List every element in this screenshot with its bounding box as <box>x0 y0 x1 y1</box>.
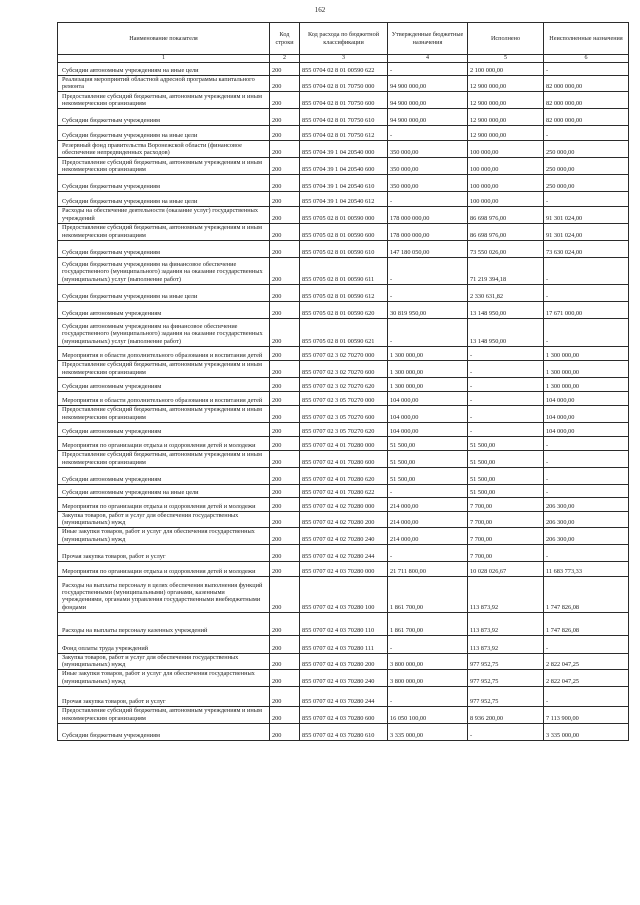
line-code-cell: 200 <box>270 653 300 669</box>
expense-code-cell: 855 0707 02 4 03 70280 100 <box>300 576 388 612</box>
indicator-name-cell: Субсидии автономным учреждениям <box>58 467 270 484</box>
expense-code-cell: 855 0707 02 4 02 70280 240 <box>300 528 388 544</box>
line-code-cell: 200 <box>270 318 300 346</box>
expense-code-cell: 855 0705 02 8 01 00590 610 <box>300 240 388 257</box>
executed-amount-cell: 8 936 200,00 <box>468 706 544 723</box>
expense-code-cell: 855 0707 02 4 03 70280 610 <box>300 723 388 740</box>
table-row <box>58 497 629 511</box>
indicator-name-cell: Субсидии автономным учреждениям на финансовое обеспечение государственного (муниципального) задания на оказание государственных (муниципальных) услуг (выполнение работ) <box>58 318 270 346</box>
column-number: 3 <box>300 55 388 63</box>
line-code-cell: 200 <box>270 141 300 158</box>
line-code-cell: 200 <box>270 257 300 284</box>
executed-amount-cell: 7 700,00 <box>468 544 544 561</box>
expense-code-cell: 855 0707 02 3 02 70270 620 <box>300 377 388 391</box>
unexecuted-amount-cell: - <box>544 284 629 301</box>
approved-amount-cell: 1 300 000,00 <box>388 346 468 360</box>
table-row <box>58 141 629 158</box>
line-code-cell: 200 <box>270 422 300 436</box>
table-row <box>58 360 629 377</box>
approved-amount-cell: 94 900 000,00 <box>388 76 468 92</box>
indicator-name-cell: Предоставление субсидий бюджетным, автономным учреждениям и иным некоммерческим организациям <box>58 223 270 240</box>
expense-code-cell: 855 0705 02 8 01 00590 621 <box>300 318 388 346</box>
table-row <box>58 284 629 301</box>
line-code-cell: 200 <box>270 240 300 257</box>
table-row <box>58 405 629 422</box>
expense-code-cell: 855 0707 02 3 05 70270 000 <box>300 391 388 405</box>
line-code-cell: 200 <box>270 635 300 653</box>
approved-amount-cell: - <box>388 686 468 706</box>
unexecuted-amount-cell: - <box>544 126 629 141</box>
executed-amount-cell: 51 500,00 <box>468 436 544 450</box>
unexecuted-amount-cell: 250 000,00 <box>544 158 629 175</box>
indicator-name-cell: Субсидии бюджетным учреждениям на иные цели <box>58 284 270 301</box>
table-row <box>58 175 629 192</box>
expense-code-cell: 855 0704 02 8 01 70750 000 <box>300 76 388 92</box>
indicator-name-cell: Прочая закупка товаров, работ и услуг <box>58 686 270 706</box>
line-code-cell: 200 <box>270 284 300 301</box>
approved-amount-cell: - <box>388 318 468 346</box>
unexecuted-amount-cell: 82 000 000,00 <box>544 92 629 109</box>
executed-amount-cell: 12 900 000,00 <box>468 92 544 109</box>
unexecuted-amount-cell: - <box>544 635 629 653</box>
expense-code-cell: 855 0707 02 3 05 70270 600 <box>300 405 388 422</box>
line-code-cell: 200 <box>270 436 300 450</box>
table-row <box>58 346 629 360</box>
executed-amount-cell: - <box>468 360 544 377</box>
line-code-cell: 200 <box>270 528 300 544</box>
indicator-name-cell: Субсидии бюджетным учреждениям <box>58 175 270 192</box>
table-row <box>58 109 629 126</box>
executed-amount-cell: 73 550 026,00 <box>468 240 544 257</box>
line-code-cell: 200 <box>270 63 300 76</box>
indicator-name-cell: Фонд оплаты труда учреждений <box>58 635 270 653</box>
expense-code-cell: 855 0707 02 4 02 70280 000 <box>300 497 388 511</box>
approved-amount-cell: 51 500,00 <box>388 450 468 467</box>
unexecuted-amount-cell: - <box>544 63 629 76</box>
line-code-cell: 200 <box>270 158 300 175</box>
table-row <box>58 318 629 346</box>
executed-amount-cell: 12 900 000,00 <box>468 109 544 126</box>
approved-amount-cell: 30 819 950,00 <box>388 301 468 318</box>
indicator-name-cell: Предоставление субсидий бюджетным, автономным учреждениям и иным некоммерческим организациям <box>58 450 270 467</box>
approved-amount-cell: 51 500,00 <box>388 436 468 450</box>
executed-amount-cell: - <box>468 346 544 360</box>
header-line-code: Код строки <box>270 23 300 55</box>
table-row <box>58 723 629 740</box>
expense-code-cell: 855 0707 02 4 02 70280 244 <box>300 544 388 561</box>
executed-amount-cell: 100 000,00 <box>468 192 544 207</box>
column-number: 2 <box>270 55 300 63</box>
table-row <box>58 706 629 723</box>
indicator-name-cell: Мероприятия по организации отдыха и оздоровления детей и молодежи <box>58 561 270 576</box>
indicator-name-cell: Субсидии бюджетным учреждениям <box>58 109 270 126</box>
expense-code-cell: 855 0704 02 8 01 70750 612 <box>300 126 388 141</box>
table-row <box>58 635 629 653</box>
table-row <box>58 207 629 223</box>
header-approved: Утвержденные бюджетные назначения <box>388 23 468 55</box>
line-code-cell: 200 <box>270 723 300 740</box>
expense-code-cell: 855 0704 39 1 04 20540 000 <box>300 141 388 158</box>
indicator-name-cell: Субсидии автономным учреждениям <box>58 422 270 436</box>
line-code-cell: 200 <box>270 92 300 109</box>
executed-amount-cell: 10 028 026,67 <box>468 561 544 576</box>
expense-code-cell: 855 0707 02 4 03 70280 110 <box>300 612 388 635</box>
unexecuted-amount-cell: 1 747 826,08 <box>544 612 629 635</box>
indicator-name-cell: Субсидии автономным учреждениям <box>58 301 270 318</box>
approved-amount-cell: 350 000,00 <box>388 141 468 158</box>
expense-code-cell: 855 0707 02 3 05 70270 620 <box>300 422 388 436</box>
executed-amount-cell: 113 873,92 <box>468 576 544 612</box>
expense-code-cell: 855 0704 39 1 04 20540 600 <box>300 158 388 175</box>
indicator-name-cell: Субсидии бюджетным учреждениям <box>58 723 270 740</box>
approved-amount-cell: 51 500,00 <box>388 467 468 484</box>
expense-code-cell: 855 0705 02 8 01 00590 600 <box>300 223 388 240</box>
indicator-name-cell: Расходы на выплаты персоналу в целях обеспечения выполнения функций государственными (муниципальными) органами, казенными учреждениями, органами управления государственными внебюджетными фондами <box>58 576 270 612</box>
expense-code-cell: 855 0704 39 1 04 20540 612 <box>300 192 388 207</box>
indicator-name-cell: Закупка товаров, работ и услуг для обеспечения государственных (муниципальных) нужд <box>58 511 270 527</box>
executed-amount-cell: - <box>468 422 544 436</box>
approved-amount-cell: 350 000,00 <box>388 158 468 175</box>
executed-amount-cell: 2 330 631,82 <box>468 284 544 301</box>
unexecuted-amount-cell: 3 335 000,00 <box>544 723 629 740</box>
executed-amount-cell: - <box>468 723 544 740</box>
table-row <box>58 240 629 257</box>
unexecuted-amount-cell: 17 671 000,00 <box>544 301 629 318</box>
table-row <box>58 422 629 436</box>
indicator-name-cell: Мероприятия по организации отдыха и оздоровления детей и молодежи <box>58 436 270 450</box>
expense-code-cell: 855 0707 02 4 02 70280 200 <box>300 511 388 527</box>
approved-amount-cell: - <box>388 192 468 207</box>
approved-amount-cell: - <box>388 284 468 301</box>
unexecuted-amount-cell: 2 822 047,25 <box>544 653 629 669</box>
unexecuted-amount-cell: 250 000,00 <box>544 141 629 158</box>
approved-amount-cell: 1 861 700,00 <box>388 576 468 612</box>
unexecuted-amount-cell: 104 000,00 <box>544 405 629 422</box>
expense-code-cell: 855 0705 02 8 01 00590 611 <box>300 257 388 284</box>
unexecuted-amount-cell: 82 000 000,00 <box>544 76 629 92</box>
unexecuted-amount-cell: 7 113 900,00 <box>544 706 629 723</box>
indicator-name-cell: Иные закупки товаров, работ и услуг для обеспечения государственных (муниципальных) нужд <box>58 528 270 544</box>
line-code-cell: 200 <box>270 126 300 141</box>
unexecuted-amount-cell: 1 747 826,08 <box>544 576 629 612</box>
column-number: 1 <box>58 55 270 63</box>
unexecuted-amount-cell: 206 300,00 <box>544 511 629 527</box>
column-number: 6 <box>544 55 629 63</box>
unexecuted-amount-cell: - <box>544 450 629 467</box>
unexecuted-amount-cell: - <box>544 686 629 706</box>
executed-amount-cell: 7 700,00 <box>468 528 544 544</box>
executed-amount-cell: 51 500,00 <box>468 467 544 484</box>
line-code-cell: 200 <box>270 207 300 223</box>
executed-amount-cell: 100 000,00 <box>468 158 544 175</box>
executed-amount-cell: 113 873,92 <box>468 612 544 635</box>
unexecuted-amount-cell: - <box>544 257 629 284</box>
approved-amount-cell: 1 300 000,00 <box>388 377 468 391</box>
line-code-cell: 200 <box>270 484 300 497</box>
unexecuted-amount-cell: 104 000,00 <box>544 422 629 436</box>
expense-code-cell: 855 0707 02 3 02 70270 600 <box>300 360 388 377</box>
executed-amount-cell: 2 100 000,00 <box>468 63 544 76</box>
approved-amount-cell: 104 000,00 <box>388 422 468 436</box>
indicator-name-cell: Расходы на выплаты персоналу казенных учреждений <box>58 612 270 635</box>
executed-amount-cell: - <box>468 391 544 405</box>
expense-code-cell: 855 0707 02 4 03 70280 000 <box>300 561 388 576</box>
executed-amount-cell: 71 219 394,18 <box>468 257 544 284</box>
line-code-cell: 200 <box>270 301 300 318</box>
indicator-name-cell: Мероприятия по организации отдыха и оздоровления детей и молодежи <box>58 497 270 511</box>
table-row <box>58 192 629 207</box>
unexecuted-amount-cell: 91 301 024,00 <box>544 223 629 240</box>
indicator-name-cell: Предоставление субсидий бюджетным, автономным учреждениям и иным некоммерческим организациям <box>58 92 270 109</box>
unexecuted-amount-cell: - <box>544 192 629 207</box>
header-executed: Исполнено <box>468 23 544 55</box>
indicator-name-cell: Предоставление субсидий бюджетным, автономным учреждениям и иным некоммерческим организациям <box>58 158 270 175</box>
indicator-name-cell: Расходы на обеспечение деятельности (оказание услуг) государственных учреждений <box>58 207 270 223</box>
expense-code-cell: 855 0704 39 1 04 20540 610 <box>300 175 388 192</box>
line-code-cell: 200 <box>270 497 300 511</box>
unexecuted-amount-cell: 1 300 000,00 <box>544 377 629 391</box>
unexecuted-amount-cell: 1 300 000,00 <box>544 346 629 360</box>
table-row <box>58 544 629 561</box>
indicator-name-cell: Мероприятия в области дополнительного образования и воспитания детей <box>58 346 270 360</box>
table-row <box>58 377 629 391</box>
approved-amount-cell: 3 800 000,00 <box>388 653 468 669</box>
table-row <box>58 467 629 484</box>
unexecuted-amount-cell: 206 300,00 <box>544 497 629 511</box>
approved-amount-cell: 350 000,00 <box>388 175 468 192</box>
line-code-cell: 200 <box>270 175 300 192</box>
executed-amount-cell: 977 952,75 <box>468 670 544 686</box>
unexecuted-amount-cell: - <box>544 467 629 484</box>
table-row <box>58 223 629 240</box>
expense-code-cell: 855 0707 02 3 02 70270 000 <box>300 346 388 360</box>
executed-amount-cell: 12 900 000,00 <box>468 76 544 92</box>
executed-amount-cell: 977 952,75 <box>468 653 544 669</box>
approved-amount-cell: 3 800 000,00 <box>388 670 468 686</box>
table-row <box>58 92 629 109</box>
expense-code-cell: 855 0705 02 8 01 00590 620 <box>300 301 388 318</box>
approved-amount-cell: 104 000,00 <box>388 405 468 422</box>
approved-amount-cell: 214 000,00 <box>388 511 468 527</box>
indicator-name-cell: Предоставление субсидий бюджетным, автономным учреждениям и иным некоммерческим организациям <box>58 405 270 422</box>
table-row <box>58 450 629 467</box>
table-row <box>58 511 629 527</box>
executed-amount-cell: - <box>468 377 544 391</box>
line-code-cell: 200 <box>270 450 300 467</box>
table-row <box>58 686 629 706</box>
indicator-name-cell: Субсидии автономным учреждениям <box>58 377 270 391</box>
approved-amount-cell: - <box>388 484 468 497</box>
approved-amount-cell: 16 050 100,00 <box>388 706 468 723</box>
table-row <box>58 576 629 612</box>
table-header-row <box>58 23 629 55</box>
header-indicator-name: Наименование показателя <box>58 23 270 55</box>
indicator-name-cell: Субсидии автономным учреждениям на иные цели <box>58 484 270 497</box>
unexecuted-amount-cell: 250 000,00 <box>544 175 629 192</box>
unexecuted-amount-cell: 1 300 000,00 <box>544 360 629 377</box>
indicator-name-cell: Предоставление субсидий бюджетным, автономным учреждениям и иным некоммерческим организациям <box>58 706 270 723</box>
unexecuted-amount-cell: 82 000 000,00 <box>544 109 629 126</box>
executed-amount-cell: 86 698 976,00 <box>468 207 544 223</box>
executed-amount-cell: 86 698 976,00 <box>468 223 544 240</box>
indicator-name-cell: Субсидии бюджетным учреждениям <box>58 240 270 257</box>
expense-code-cell: 855 0707 02 4 03 70280 200 <box>300 653 388 669</box>
table-row <box>58 670 629 686</box>
table-row <box>58 158 629 175</box>
column-number: 4 <box>388 55 468 63</box>
table-row <box>58 436 629 450</box>
indicator-name-cell: Субсидии бюджетным учреждениям на иные цели <box>58 192 270 207</box>
line-code-cell: 200 <box>270 612 300 635</box>
indicator-name-cell: Иные закупки товаров, работ и услуг для обеспечения государственных (муниципальных) нужд <box>58 670 270 686</box>
table-row <box>58 63 629 76</box>
expense-code-cell: 855 0705 02 8 01 00590 000 <box>300 207 388 223</box>
indicator-name-cell: Мероприятия в области дополнительного образования и воспитания детей <box>58 391 270 405</box>
table-row <box>58 301 629 318</box>
line-code-cell: 200 <box>270 377 300 391</box>
line-code-cell: 200 <box>270 467 300 484</box>
approved-amount-cell: 178 000 000,00 <box>388 207 468 223</box>
approved-amount-cell: 178 000 000,00 <box>388 223 468 240</box>
table-row <box>58 126 629 141</box>
unexecuted-amount-cell: - <box>544 436 629 450</box>
line-code-cell: 200 <box>270 511 300 527</box>
column-number-row <box>58 55 629 63</box>
table-row <box>58 391 629 405</box>
table-row <box>58 561 629 576</box>
expense-code-cell: 855 0705 02 8 01 00590 612 <box>300 284 388 301</box>
executed-amount-cell: 12 900 000,00 <box>468 126 544 141</box>
expense-code-cell: 855 0707 02 4 01 70280 620 <box>300 467 388 484</box>
executed-amount-cell: 7 700,00 <box>468 511 544 527</box>
approved-amount-cell: 3 335 000,00 <box>388 723 468 740</box>
approved-amount-cell: - <box>388 63 468 76</box>
table-row <box>58 528 629 544</box>
approved-amount-cell: 94 900 000,00 <box>388 92 468 109</box>
approved-amount-cell: 147 180 050,00 <box>388 240 468 257</box>
executed-amount-cell: 51 500,00 <box>468 450 544 467</box>
table-body <box>58 63 629 741</box>
expense-code-cell: 855 0707 02 4 01 70280 000 <box>300 436 388 450</box>
unexecuted-amount-cell: 104 000,00 <box>544 391 629 405</box>
executed-amount-cell: 7 700,00 <box>468 497 544 511</box>
line-code-cell: 200 <box>270 686 300 706</box>
line-code-cell: 200 <box>270 561 300 576</box>
unexecuted-amount-cell: - <box>544 544 629 561</box>
approved-amount-cell: 1 861 700,00 <box>388 612 468 635</box>
unexecuted-amount-cell: - <box>544 318 629 346</box>
expense-code-cell: 855 0704 02 8 01 70750 610 <box>300 109 388 126</box>
indicator-name-cell: Субсидии автономным учреждениям на иные цели <box>58 63 270 76</box>
approved-amount-cell: 214 000,00 <box>388 497 468 511</box>
executed-amount-cell: 51 500,00 <box>468 484 544 497</box>
executed-amount-cell: 100 000,00 <box>468 175 544 192</box>
header-unexecuted: Неисполненные назначения <box>544 23 629 55</box>
approved-amount-cell: 214 000,00 <box>388 528 468 544</box>
approved-amount-cell: - <box>388 635 468 653</box>
executed-amount-cell: 13 148 950,00 <box>468 301 544 318</box>
approved-amount-cell: - <box>388 257 468 284</box>
line-code-cell: 200 <box>270 192 300 207</box>
unexecuted-amount-cell: 206 300,00 <box>544 528 629 544</box>
approved-amount-cell: - <box>388 126 468 141</box>
executed-amount-cell: 13 148 950,00 <box>468 318 544 346</box>
table-row <box>58 76 629 92</box>
line-code-cell: 200 <box>270 76 300 92</box>
executed-amount-cell: 113 873,92 <box>468 635 544 653</box>
indicator-name-cell: Субсидии бюджетным учреждениям на финансовое обеспечение государственного (муниципального) задания на оказание государственных (муниципальных) услуг (выполнение работ) <box>58 257 270 284</box>
unexecuted-amount-cell: 73 630 024,00 <box>544 240 629 257</box>
approved-amount-cell: 21 711 800,00 <box>388 561 468 576</box>
expense-code-cell: 855 0707 02 4 03 70280 240 <box>300 670 388 686</box>
line-code-cell: 200 <box>270 405 300 422</box>
executed-amount-cell: 100 000,00 <box>468 141 544 158</box>
executed-amount-cell: - <box>468 405 544 422</box>
approved-amount-cell: 94 900 000,00 <box>388 109 468 126</box>
expense-code-cell: 855 0707 02 4 01 70280 622 <box>300 484 388 497</box>
indicator-name-cell: Прочая закупка товаров, работ и услуг <box>58 544 270 561</box>
expense-code-cell: 855 0707 02 4 03 70280 111 <box>300 635 388 653</box>
indicator-name-cell: Предоставление субсидий бюджетным, автономным учреждениям и иным некоммерческим организациям <box>58 360 270 377</box>
table-row <box>58 612 629 635</box>
line-code-cell: 200 <box>270 670 300 686</box>
table-row <box>58 484 629 497</box>
line-code-cell: 200 <box>270 706 300 723</box>
approved-amount-cell: 1 300 000,00 <box>388 360 468 377</box>
unexecuted-amount-cell: 11 683 773,33 <box>544 561 629 576</box>
page-number: 162 <box>314 6 326 14</box>
table-row <box>58 257 629 284</box>
unexecuted-amount-cell: 91 301 024,00 <box>544 207 629 223</box>
indicator-name-cell: Реализация мероприятий областной адресной программы капитального ремонта <box>58 76 270 92</box>
approved-amount-cell: - <box>388 544 468 561</box>
indicator-name-cell: Резервный фонд правительства Воронежской области (финансовое обеспечение непредвиденных расходов) <box>58 141 270 158</box>
header-expense-code: Код расхода по бюджетной классификации <box>300 23 388 55</box>
approved-amount-cell: 104 000,00 <box>388 391 468 405</box>
line-code-cell: 200 <box>270 109 300 126</box>
indicator-name-cell: Субсидии бюджетным учреждениям на иные цели <box>58 126 270 141</box>
line-code-cell: 200 <box>270 360 300 377</box>
unexecuted-amount-cell: 2 822 047,25 <box>544 670 629 686</box>
expense-code-cell: 855 0704 02 8 01 70750 600 <box>300 92 388 109</box>
expense-code-cell: 855 0707 02 4 03 70280 600 <box>300 706 388 723</box>
expense-code-cell: 855 0707 02 4 03 70280 244 <box>300 686 388 706</box>
line-code-cell: 200 <box>270 544 300 561</box>
unexecuted-amount-cell: - <box>544 484 629 497</box>
line-code-cell: 200 <box>270 223 300 240</box>
table-row <box>58 653 629 669</box>
expense-code-cell: 855 0704 02 8 01 00590 622 <box>300 63 388 76</box>
column-number: 5 <box>468 55 544 63</box>
expense-code-cell: 855 0707 02 4 01 70280 600 <box>300 450 388 467</box>
line-code-cell: 200 <box>270 391 300 405</box>
line-code-cell: 200 <box>270 576 300 612</box>
budget-execution-table <box>57 22 629 741</box>
line-code-cell: 200 <box>270 346 300 360</box>
indicator-name-cell: Закупка товаров, работ и услуг для обеспечения государственных (муниципальных) нужд <box>58 653 270 669</box>
executed-amount-cell: 977 952,75 <box>468 686 544 706</box>
